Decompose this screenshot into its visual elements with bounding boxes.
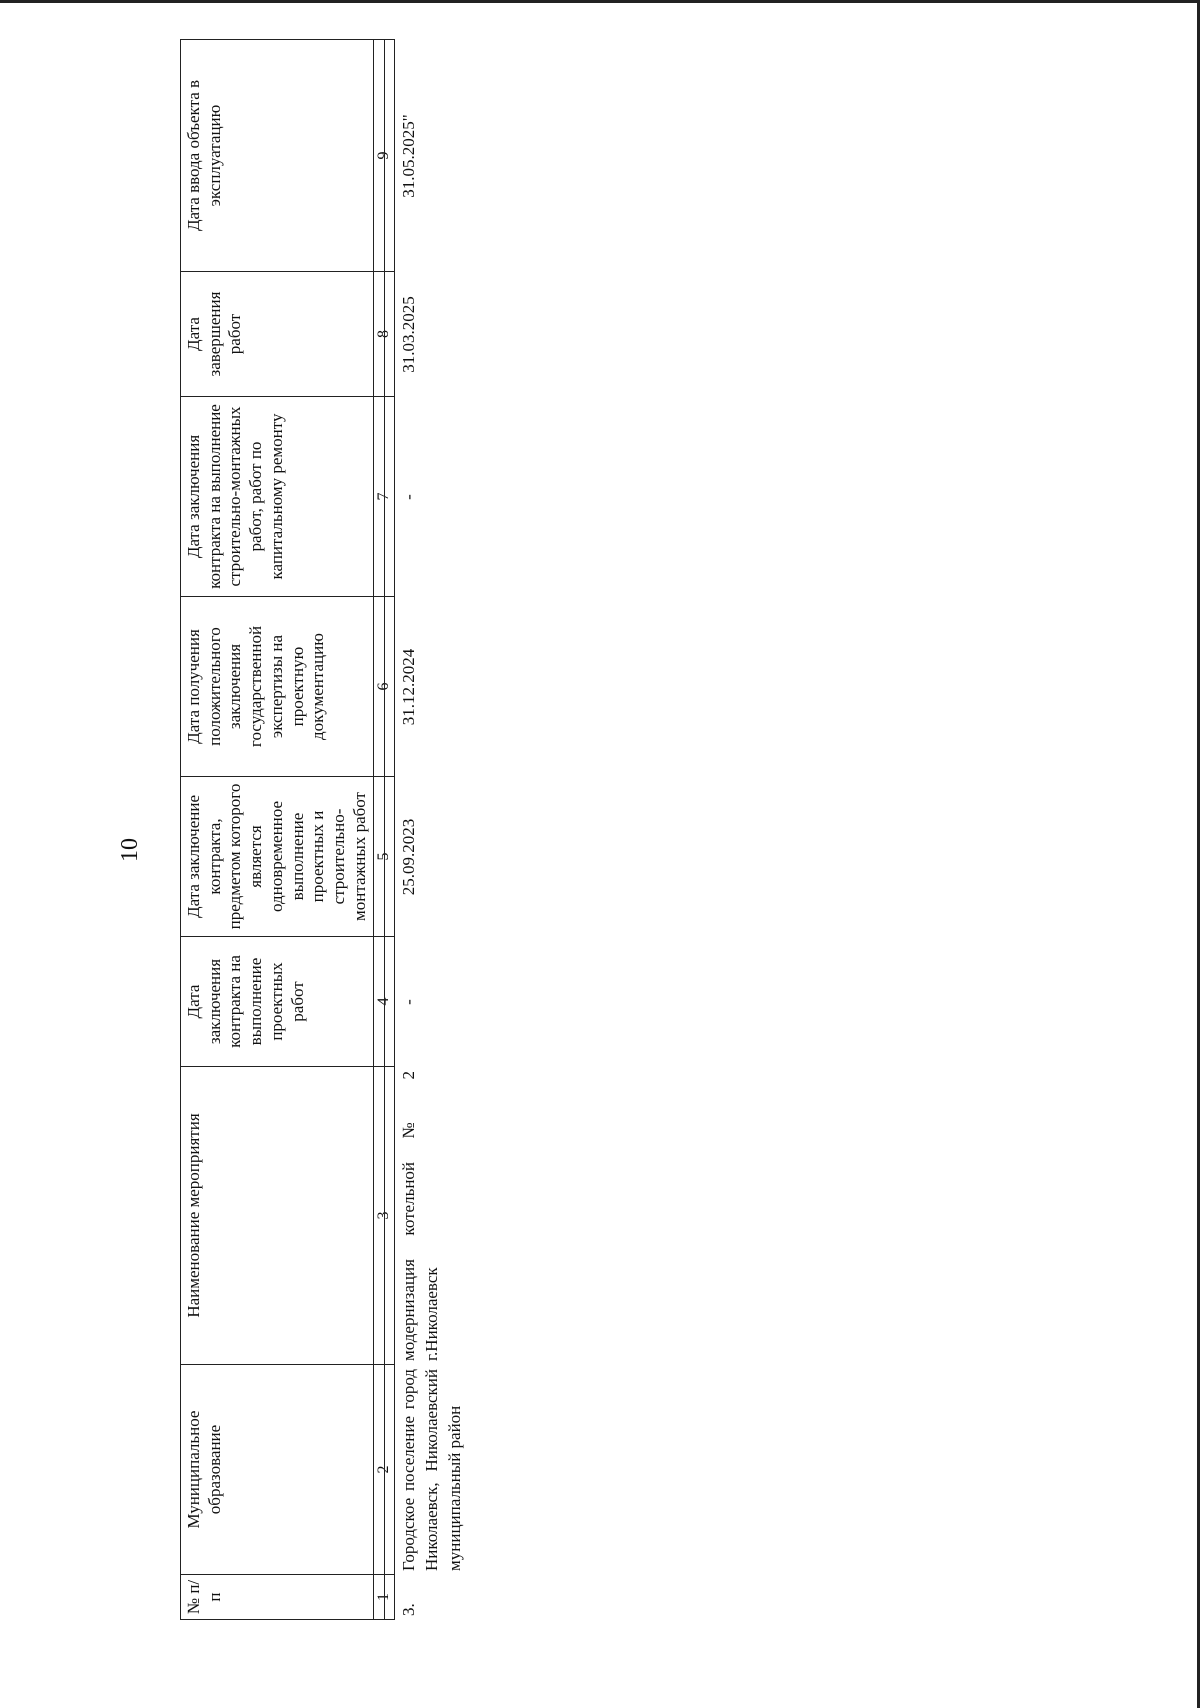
- column-number: 2: [373, 1365, 394, 1575]
- body-top-rule: [384, 40, 385, 1620]
- contract-build-date: -: [399, 494, 418, 500]
- schedule-table-body: [392, 40, 473, 1620]
- header-cell: Дата заключения контракта на выполнение строительно-монтажных работ, работ по капитальному ремонту: [181, 397, 374, 597]
- rotated-table-sheet: [180, 40, 540, 1620]
- column-number: 8: [373, 272, 394, 397]
- column-number: 4: [373, 937, 394, 1067]
- row-number: 3.: [399, 1603, 418, 1616]
- column-number: 9: [373, 40, 394, 272]
- header-cell: Дата ввода объекта в эксплуатацию: [181, 40, 374, 272]
- header-cell: Дата заключение контракта, предметом которого является одновременное выполнение проектных и строительно-монтажных работ: [181, 777, 374, 937]
- column-number: 5: [373, 777, 394, 937]
- schedule-table-header: [180, 39, 395, 1620]
- completion-date: 31.03.2025: [399, 296, 418, 373]
- header-cell: Муниципальное образование: [181, 1365, 374, 1575]
- header-cell: Дата завершения работ: [181, 272, 374, 397]
- header-row: [181, 40, 374, 1620]
- column-number: 7: [373, 397, 394, 597]
- column-number: 6: [373, 597, 394, 777]
- scan-edge-top: [0, 0, 1200, 3]
- column-number: 1: [373, 1575, 394, 1620]
- header-cell: Дата получения положительного заключения государственной экспертизы на проектную документацию: [181, 597, 374, 777]
- column-number: 3: [373, 1067, 394, 1365]
- municipality-cell: Городское поселение город Николаевск, Николаевский муниципальный район: [399, 1369, 464, 1571]
- event-cell: модернизация котельной № 2 г.Николаевск: [399, 1071, 441, 1361]
- header-cell: Дата заключения контракта на выполнение проектных работ: [181, 937, 374, 1067]
- table-row: [392, 40, 473, 1620]
- contract-design-build-date: 25.09.2023: [399, 818, 418, 896]
- header-cell: Наименование мероприятия: [181, 1067, 374, 1365]
- page-number: 10: [117, 838, 143, 862]
- header-cell: № п/п: [181, 1575, 374, 1620]
- expertise-date: 31.12.2024: [399, 648, 418, 726]
- contract-design-date: -: [399, 999, 418, 1005]
- commissioning-date: 31.05.2025": [399, 114, 418, 198]
